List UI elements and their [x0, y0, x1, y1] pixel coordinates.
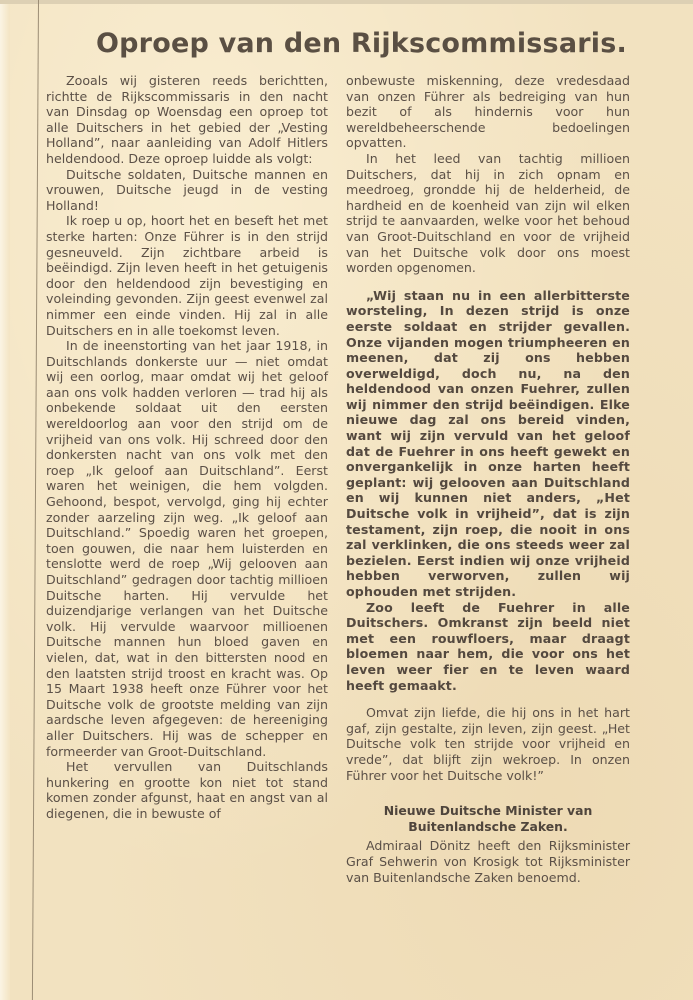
- paragraph: In het leed van tachtig millioen Duitschers, dat hij in zich opnam en meedroeg, grondde hij de helderheid, de hardheid en de koenheid van zijn wil elken strijd te aanvaarden, welke voor het behoud van Groot-Duitschland en voor de vrijheid van het Duitsche volk door ons moest worden opgenomen.: [346, 150, 630, 276]
- right-column: [346, 73, 630, 885]
- quote-paragraph: „Wij staan nu in een allerbitterste worsteling, In dezen strijd is onze eerste soldaat en strijder gevallen. Onze vijanden mogen triumpheeren en meenen, dat zij ons hebben overweldigd, doch nu, na den heldendood van onzen Fuehrer, zullen wij nimmer den strijd beëindigen. Elke nieuwe dag zal ons bereid vinden, want wij zijn vervuld van het geloof dat de Fuehrer in ons heeft gewekt en onvergankelijk in onze harten heeft geplant: wij gelooven aan Duitschland en wij kunnen niet anders, „Het Duitsche volk in vrijheid”, dat is zijn testament, zijn roep, die nooit in ons zal verklinken, die ons steeds weer zal bezielen. Eerst indien wij onze vrijheid hebben verworven, zullen wij ophouden met strijden.: [346, 287, 630, 599]
- left-column: [46, 73, 328, 822]
- closing-paragraph: Omvat zijn liefde, die hij ons in het hart gaf, zijn gestalte, zijn leven, zijn geest. „Het Duitsche volk ten strijde voor vrijheid en vrede”, dat blijft zijn wekroep. In onzen Führer voor het Duitsche volk!”: [346, 705, 630, 783]
- vertical-rule-line: [32, 0, 39, 1000]
- paragraph: In de ineenstorting van het jaar 1918, in Duitschlands donkerste uur — niet omdat wij een oorlog, maar omdat wij het geloof aan ons volk hadden verloren — trad hij als onbekende soldaat uit den eersten wereldoorlog aan voor den strijd om de vrijheid van ons volk. Hij schreed door den donkersten nacht van ons volk met den roep „Ik geloof aan Duitschland”. Eerst waren het weinigen, die hem volgden. Gehoond, bespot, vervolgd, ging hij echter zonder aarzeling zijn weg. „Ik geloof aan Duitschland.” Spoedig waren het groepen, toen gouwen, die naar hem luisterden en tenslotte werd de roep „Wij gelooven aan Duitschland” gedragen door tachtig millioen Duitsche harten. Hij vervulde het duizendjarige verlangen van het Duitsche volk. Hij vervulde waarvoor millioenen Duitsche mannen hun bloed gaven en vielen, dat, wat in den bittersten nood en den laatsten strijd troost en kracht was. Op 15 Maart 1938 heeft onze Führer voor het Duitsche volk de grootste melding van zijn aardsche leven afgegeven: de hereeniging aller Duitschers. Hij was de schepper en formeerder van Groot-Duitschland.: [46, 338, 328, 759]
- quote-paragraph: Zoo leeft de Fuehrer in alle Duitschers. Omkranst zijn beeld niet met een rouwfloers, maar draagt bloemen naar hem, die voor ons het leven weer fier en te leven waard heeft gemaakt.: [346, 599, 630, 693]
- paragraph: onbewuste miskenning, deze vredesdaad van onzen Führer als bedreiging van hun bezit of als hindernis voor hun wereldbeheerschende bedoelingen opvatten.: [346, 73, 630, 151]
- page-top-edge: [0, 0, 693, 4]
- paragraph: Zooals wij gisteren reeds berichtten, richtte de Rijkscommissaris in den nacht van Dinsdag op Woensdag een oproep tot alle Duitschers in het gebied der „Vesting Holland”, naar aanleiding van Adolf Hitlers heldendood. Deze oproep luidde als volgt:: [46, 73, 328, 166]
- news-heading-line: Buitenlandsche Zaken.: [408, 818, 568, 834]
- article-title: Oproep van den Rijkscommissaris.: [96, 28, 627, 59]
- page-left-margin: [0, 0, 10, 1000]
- news-heading-line: Nieuwe Duitsche Minister van: [383, 803, 593, 819]
- paragraph: Ik roep u op, hoort het en beseft het met sterke harten: Onze Führer is in den strijd gesneuveld. Zijn zichtbare arbeid is beëindigd. Zijn leven heeft in het getuigenis door den heldendood zijn bevestiging en voleinding gevonden. Zijn geest evenwel zal nimmer een einde vinden. Hij zal in alle Duitschers en in alle toekomst leven.: [46, 213, 328, 338]
- news-item-body: Admiraal Dönitz heeft den Rijksminister Graf Sehwerin von Krosigk tot Rijksminister van Buitenlandsche Zaken benoemd.: [346, 838, 630, 885]
- news-item-heading: [346, 803, 630, 834]
- paragraph: Duitsche soldaten, Duitsche mannen en vrouwen, Duitsche jeugd in de vesting Holland!: [46, 166, 328, 213]
- paragraph: Het vervullen van Duitschlands hunkering en grootte kon niet tot stand komen zonder afgunst, haat en angst van al diegenen, die in bewuste of: [46, 759, 328, 821]
